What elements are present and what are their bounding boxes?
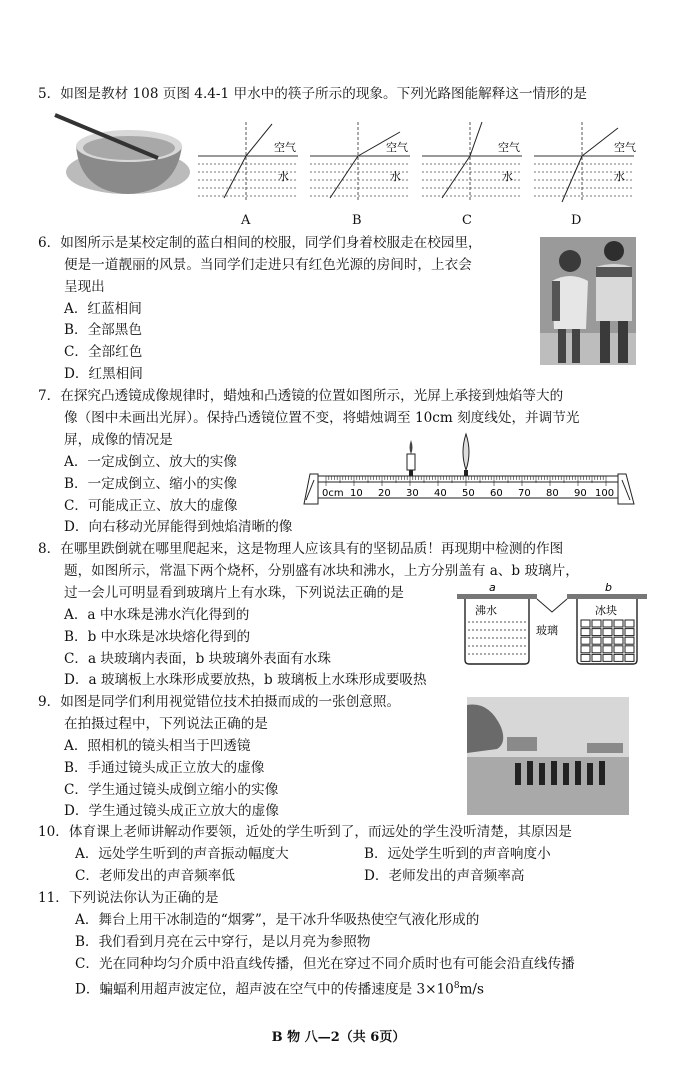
air-label-b: 空气 [386, 141, 408, 154]
q7-stem-line2: 像（图中未画出光屏）。保持凸透镜位置不变，将蜡烛调至 10cm 刻度线处，并调节光 [64, 410, 580, 426]
ruler-label-40: 40 [434, 488, 447, 499]
ice-cube [592, 629, 601, 636]
ice-cube [592, 646, 601, 653]
bowl-chopstick-photo [50, 110, 195, 205]
ice-cube [592, 620, 601, 627]
q6-option-a: A．红蓝相间 [64, 301, 142, 317]
q9-stem-line1: 9．如图是同学们利用视觉错位技术拍摄而成的一张创意照。 [38, 694, 401, 710]
q10-stem: 10．体育课上老师讲解动作要领，近处的学生听到了，而远处的学生没听清楚，其原因是 [38, 824, 572, 840]
q7-option-a: A．一定成倒立、放大的实像 [64, 454, 237, 470]
ruler-label-20: 20 [378, 488, 391, 499]
ice-label: 冰块 [595, 604, 617, 617]
diagram-c [422, 122, 522, 202]
glass-a-label: a [489, 581, 496, 594]
q11-stem: 11．下列说法你认为正确的是 [38, 890, 219, 906]
water-label-b: 水 [390, 170, 401, 183]
ruler-label-30: 30 [406, 488, 419, 499]
ice-cube [625, 629, 634, 636]
ice-cube [625, 620, 634, 627]
ice-cube [581, 629, 590, 636]
ruler-label-10: 10 [350, 488, 363, 499]
q8-option-a: A．a 中水珠是沸水汽化得到的 [64, 607, 250, 623]
school-uniform-photo [540, 237, 636, 365]
air-label-c: 空气 [498, 141, 520, 154]
ice-cube [603, 646, 612, 653]
q11-option-c: C．光在同种均匀介质中沿直线传播，但光在穿过不同介质时也有可能会沿直线传播 [75, 956, 575, 972]
diagram-a [198, 122, 298, 202]
q11-option-b: B．我们看到月亮在云中穿行，是以月亮为参照物 [75, 934, 371, 950]
ice-cube [592, 637, 601, 644]
water-label-c: 水 [502, 170, 513, 183]
q7-stem-line1: 7．在探究凸透镜成像规律时，蜡烛和凸透镜的位置如图所示，光屏上承接到烛焰等大的 [38, 388, 564, 404]
ruler-label-60: 60 [490, 488, 503, 499]
q8-option-d: D．a 玻璃板上水珠形成要放热，b 玻璃板上水珠形成要吸热 [64, 672, 427, 688]
q6-option-b: B．全部黑色 [64, 322, 142, 338]
diagram-d [534, 122, 636, 202]
forced-perspective-photo [467, 697, 629, 815]
q9-option-d: D．学生通过镜头成正立放大的虚像 [64, 803, 279, 819]
q5-label-a: A [241, 213, 251, 228]
beakers-figure [455, 580, 650, 668]
q9-option-c: C．学生通过镜头成倒立缩小的实像 [64, 782, 279, 798]
ice-cube [603, 637, 612, 644]
q5-stem: 5．如图是教材 108 页图 4.4-1 甲水中的筷子所示的现象。下列光路图能解释这一情形的是 [38, 86, 587, 102]
q8-stem-line2: 题，如图所示，常温下两个烧杯，分别盛有冰块和沸水，上方分别盖有 a、b 玻璃片， [64, 563, 579, 579]
q10-option-b: B．远处学生听到的声音响度小 [364, 846, 551, 862]
q9-option-b: B．手通过镜头成正立放大的虚像 [64, 760, 265, 776]
ice-cube [603, 629, 612, 636]
q11-option-d [75, 976, 484, 1000]
q6-option-d: D．红黑相间 [64, 366, 143, 382]
ice-cube [625, 654, 634, 661]
q8-stem-line3: 过一会儿可明显看到玻璃片上有水珠，下列说法正确的是 [64, 585, 404, 601]
q10-option-d: D．老师发出的声音频率高 [364, 868, 525, 884]
boiling-water-label: 沸水 [475, 604, 497, 617]
q11-option-d-text: D．蝙蝠利用超声波定位，超声波在空气中的传播速度是 3×10 [75, 981, 454, 998]
ice-cube [603, 620, 612, 627]
ruler-label-90: 90 [574, 488, 587, 499]
diagram-b [310, 122, 410, 202]
ice-cube [581, 620, 590, 627]
optical-bench-ruler [300, 430, 638, 510]
q6-option-c: C．全部红色 [64, 344, 143, 360]
water-label-a: 水 [278, 170, 289, 183]
glass-label: 玻璃 [536, 624, 558, 637]
ice-cube [614, 637, 623, 644]
ice-cube [581, 654, 590, 661]
ruler-label-80: 80 [546, 488, 559, 499]
ruler-label-0: 0cm [322, 488, 344, 499]
ice-cube [625, 646, 634, 653]
q7-option-c: C．可能成正立、放大的虚像 [64, 498, 238, 514]
q5-label-c: C [462, 213, 472, 228]
q6-stem-line3: 呈现出 [64, 279, 105, 295]
q9-stem-line2: 在拍摄过程中，下列说法正确的是 [64, 716, 268, 732]
q5-label-b: B [352, 213, 362, 228]
q10-option-a: A．远处学生听到的声音振动幅度大 [75, 846, 289, 862]
q5-ray-diagrams [196, 118, 666, 212]
q9-option-a: A．照相机的镜头相当于凹透镜 [64, 738, 251, 754]
q8-stem-line1: 8．在哪里跌倒就在哪里爬起来，这是物理人应该具有的坚韧品质！再现期中检测的作图 [38, 541, 564, 557]
ice-cube [603, 654, 612, 661]
q7-stem-line3: 屏，成像的情况是 [64, 432, 173, 448]
q11-option-d-exponent: 8 [453, 981, 460, 991]
ice-cube [581, 637, 590, 644]
air-label-a: 空气 [274, 141, 296, 154]
q10-option-c: C．老师发出的声音频率低 [75, 868, 235, 884]
page-footer: B 物 八—2（共 6页） [271, 1030, 406, 1045]
q7-option-b: B．一定成倒立、缩小的实像 [64, 476, 238, 492]
ruler-label-70: 70 [518, 488, 531, 499]
q6-stem-line1: 6．如图所示是某校定制的蓝白相间的校服，同学们身着校服走在校园里， [38, 235, 482, 251]
q8-option-b: B．b 中水珠是冰块熔化得到的 [64, 629, 251, 645]
q11-option-d-unit: m/s [459, 981, 484, 998]
ice-cube [614, 646, 623, 653]
air-label-d: 空气 [614, 141, 636, 154]
water-label-d: 水 [614, 170, 625, 183]
ice-cube [614, 620, 623, 627]
q11-option-a: A．舞台上用干冰制造的“烟雾”，是干冰升华吸热使空气液化形成的 [75, 912, 480, 928]
q6-stem-line2: 便是一道靓丽的风景。当同学们走进只有红色光源的房间时，上衣会 [64, 257, 472, 273]
ruler-label-100: 100 [595, 488, 615, 499]
q7-option-d: D．向右移动光屏能得到烛焰清晰的像 [64, 519, 293, 535]
q5-label-d: D [571, 213, 582, 228]
ruler-label-50: 50 [462, 488, 475, 499]
glass-b-label: b [605, 581, 612, 594]
q8-option-c: C．a 块玻璃内表面，b 块玻璃外表面有水珠 [64, 651, 331, 667]
ice-cube [614, 654, 623, 661]
ice-cube [592, 654, 601, 661]
ice-cubes [581, 620, 634, 661]
ice-cube [581, 646, 590, 653]
ice-cube [614, 629, 623, 636]
ice-cube [625, 637, 634, 644]
